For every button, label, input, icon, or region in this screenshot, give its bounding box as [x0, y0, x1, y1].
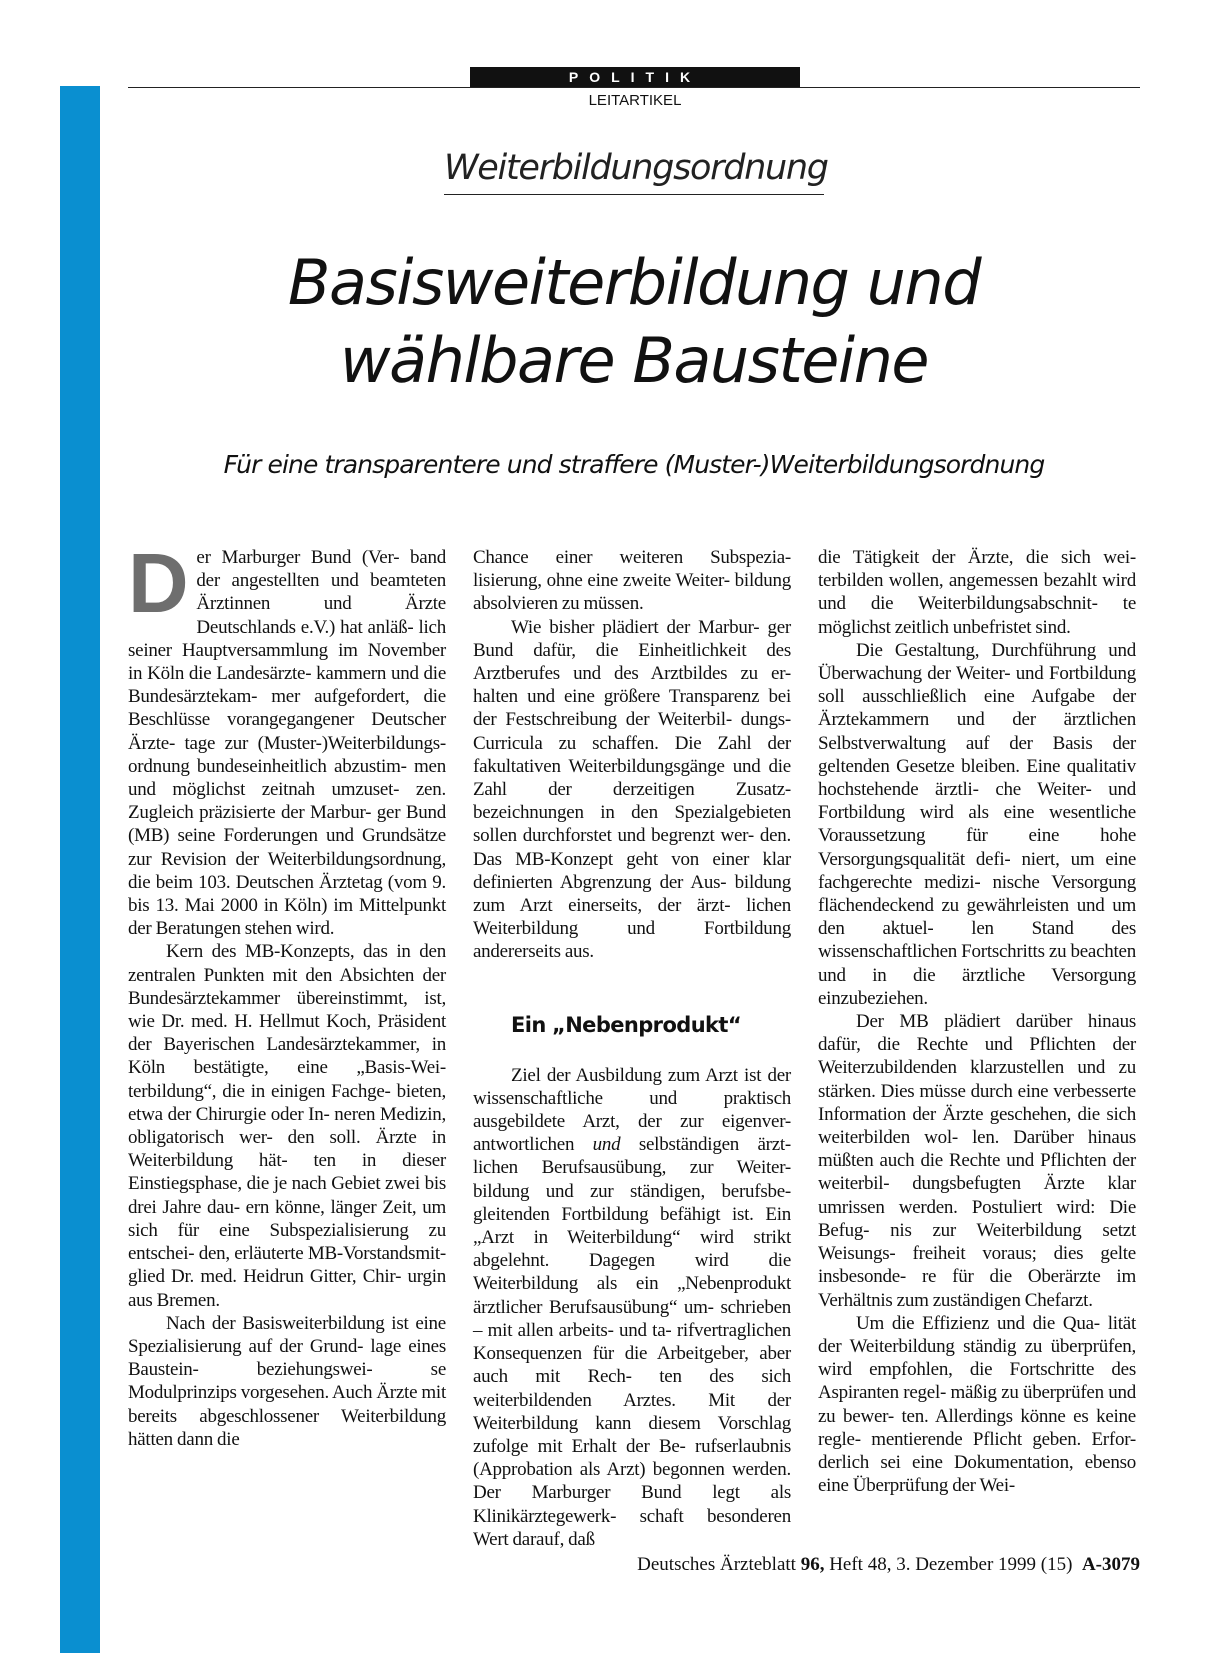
paragraph: Der MB plädiert darüber hinaus dafür, die Rechte und Pflichten der Weiterzubildenden klarzustellen und zu stärken. Dies müsse durch eine verbesserte Information der Ärzte geschehen, die sich weiterbilden wol- len. Darüber hinaus müßten auch die Rechte und Pflichten der weiterbil- dungsbefugten Ärzte klar umrissen werden. Postuliert wird: Die Befug- nis zur Weiterbildung setzt Weisungs- freiheit voraus; dies gelte insbesonde- re für die Oberärzte im Verhältnis zum zuständigen Chefarzt. [818, 1011, 1136, 1311]
article-column-2 [473, 546, 791, 1551]
drop-cap: D [128, 536, 189, 630]
emphasis: und [592, 1134, 621, 1156]
section-label: POLITIK [470, 67, 800, 87]
paragraph-text: er Marburger Bund (Ver- band der angestellten und beamteten Ärztinnen und Ärzte Deutschlands e.V.) hat anläß- lich seiner Hauptversammlung im November in Köln die Landesärzte- kammern und die Bundesärztekam- mer aufgefordert, die Beschlüsse vorangegangener Deutscher Ärzte- tage zur (Muster-)Weiterbildungs- ordnung bundeseinheitlich abzustim- men und möglichst zeitnah umzuset- zen. Zugleich präzisierte der Marbur- ger Bund (MB) seine Forderungen und Grundsätze zur Revision der Weiterbildungsordnung, die beim 103. Deutschen Ärztetag (vom 9. bis 13. Mai 2000 in Köln) im Mittelpunkt der Beratungen stehen wird. [128, 547, 446, 940]
header-rule [128, 87, 1140, 88]
headline-line-2: wählbare Bausteine [339, 324, 929, 397]
journal-volume: 96, [800, 1554, 825, 1575]
paragraph: Chance einer weiteren Subspezia- lisierung, ohne eine zweite Weiter- bildung absolvieren zu müssen. [473, 547, 791, 615]
page-footer [637, 1554, 1140, 1576]
journal-name: Deutsches Ärzteblatt [637, 1554, 796, 1575]
paragraph: Nach der Basisweiterbildung ist eine Spezialisierung auf der Grund- lage eines Baustein- beziehungswei- se Modulprinzips vorgesehen. Auch Ärzte mit bereits abgeschlossener Weiterbildung hätten dann die [128, 1312, 446, 1450]
rubric-title: Weiterbildungsordnung [444, 148, 824, 195]
paragraph [128, 536, 446, 940]
subsection-label: LEITARTIKEL [588, 92, 682, 109]
deck-subtitle: Für eine transparentere und straffere (Muster-)Weiterbildungsordnung [223, 450, 1045, 479]
paragraph [473, 1064, 791, 1551]
headline [128, 244, 1140, 400]
article-column-1 [128, 536, 446, 1451]
paragraph-text: selbständigen ärzt- lichen Berufsausübung, zur Weiter- bildung und zur ständigen, berufsbe- gleitenden Fortbildung befähigt ist. Ein „Arzt in Weiterbildung“ wird strikt abgelehnt. Dagegen wird die Weiterbildung als ein „Nebenprodukt ärztlicher Berufsausübung“ um- schrieben – mit allen arbeits- und ta- rifvertraglichen Konsequenzen für die Arbeitgeber, aber auch mit Rech- ten des sich weiterbildenden Arztes. Mit der Weiterbildung kann diesem Vorschlag zufolge mit Erhalt der Be- rufserlaubnis (Approbation als Arzt) begonnen werden. Der Marburger Bund legt als Klinikärztegewerk- schaft besonderen Wert darauf, daß [473, 1134, 791, 1550]
paragraph: Kern des MB-Konzepts, das in den zentralen Punkten mit den Absichten der Bundesärztekammer übereinstimmt, ist, wie Dr. med. H. Hellmut Koch, Präsident der Bayerischen Landesärztekammer, in Köln bestätigte, eine „Basis-Wei- terbildung“, die in einigen Fachge- bieten, etwa der Chirurgie oder In- neren Medizin, obligatorisch wer- den soll. Ärzte in Weiterbildung hät- ten in dieser Einstiegsphase, die je nach Gebiet zwei bis drei Jahre dau- ern könne, länger Zeit, um sich für eine Subspezialisierung zu entschei- den, erläuterte MB-Vorstandsmit- glied Dr. med. Heidrun Gitter, Chir- urgin aus Bremen. [128, 941, 446, 1311]
paragraph: Um die Effizienz und die Qua- lität der Weiterbildung ständig zu überprüfen, wird empfohlen, die Fortschritte des Aspiranten regel- mäßig zu überprüfen und zu bewer- ten. Allerdings könne es keine regle- mentierende Pflicht geben. Erfor- derlich sei eine Dokumentation, ebenso eine Überprüfung der Wei- [818, 1312, 1136, 1497]
paragraph: Wie bisher plädiert der Marbur- ger Bund dafür, die Einheitlichkeit des Arztberufes und des Arztbildes zu er- halten und eine größere Transparenz bei der Festschreibung der Weiterbil- dungs-Curricula zu schaffen. Die Zahl der fakultativen Weiterbildungsgänge und die Zahl der derzeitigen Zusatz- bezeichnungen in den Spezialgebieten sollen durchforstet und begrenzt wer- den. Das MB-Konzept geht von einer klar definierten Abgrenzung der Aus- bildung zum Arzt einerseits, der ärzt- lichen Weiterbildung und Fortbildung andererseits aus. [473, 616, 791, 963]
headline-line-1: Basisweiterbildung und [287, 246, 981, 319]
section-subheading: Ein „Nebenprodukt“ [511, 1012, 742, 1037]
side-color-bar [60, 86, 100, 1653]
paragraph-text: Ziel der Ausbildung zum Arzt ist der wissenschaftliche und praktisch ausgebildete Arzt, der zur eigenver- antwortlichen [473, 1064, 791, 1156]
article-column-3 [818, 546, 1136, 1497]
paragraph: die Tätigkeit der Ärzte, die sich wei- terbilden wollen, angemessen bezahlt wird und die Weiterbildungsabschnit- te möglichst zeitlich unbefristet sind. [818, 547, 1136, 638]
paragraph: Die Gestaltung, Durchführung und Überwachung der Weiter- und Fortbildung soll ausschließlich eine Aufgabe der Ärztekammern und der ärztlichen Selbstverwaltung auf der Basis der geltenden Gesetze bleiben. Eine qualitativ hochstehende ärztli- che Weiter- und Fortbildung wird als eine wesentliche Voraussetzung für eine hohe Versorgungsqualität defi- niert, um eine fachgerechte medizi- nische Versorgung flächendeckend zu gewährleisten und um den aktuel- len Stand des wissenschaftlichen Fortschritts zu beachten und in die ärztliche Versorgung einzubeziehen. [818, 639, 1136, 1009]
issue-info: Heft 48, 3. Dezember 1999 (15) [829, 1554, 1073, 1575]
page-number: A-3079 [1081, 1554, 1140, 1575]
